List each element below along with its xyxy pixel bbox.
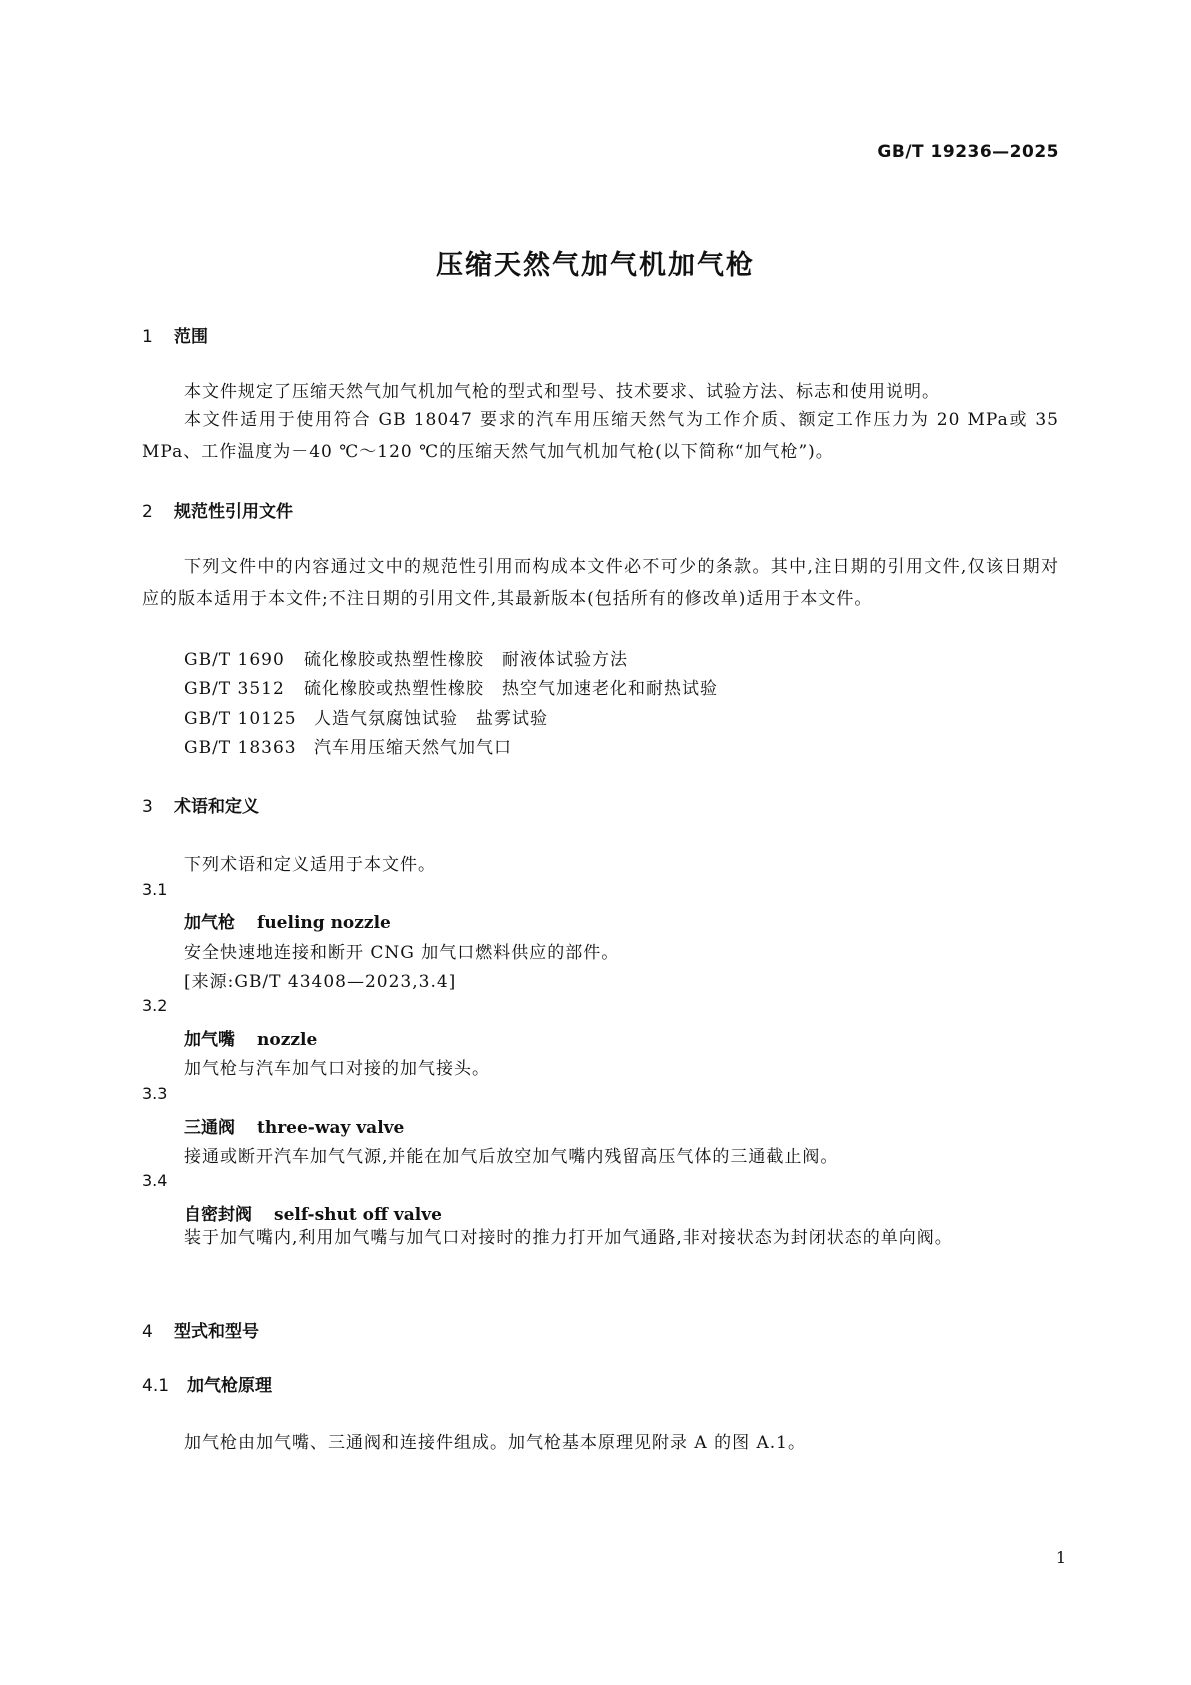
subsection-title: 加气枪原理 xyxy=(187,1376,272,1396)
section-number: 4 xyxy=(142,1322,153,1342)
page-number: 1 xyxy=(1055,1548,1066,1567)
term-definition: 接通或断开汽车加气气源,并能在加气后放空加气嘴内残留高压气体的三通截止阀。 xyxy=(184,1147,839,1167)
reference-item xyxy=(184,674,718,699)
term-definition: 装于加气嘴内,利用加气嘴与加气口对接时的推力打开加气通路,非对接状态为封闭状态的单向阀。 xyxy=(184,1228,953,1248)
term-en: three-way valve xyxy=(257,1118,405,1138)
document-title: 压缩天然气加气机加气枪 xyxy=(436,250,755,281)
reference-title: 硫化橡胶或热塑性橡胶 耐液体试验方法 xyxy=(304,650,628,670)
term xyxy=(184,1113,404,1138)
section-title: 型式和型号 xyxy=(174,1322,259,1342)
clause-number: 3.4 xyxy=(142,1171,168,1190)
term-definition: 安全快速地连接和断开 CNG 加气口燃料供应的部件。 xyxy=(184,943,620,963)
section-3-heading xyxy=(142,792,259,817)
term-definition: 加气枪与汽车加气口对接的加气接头。 xyxy=(184,1059,490,1079)
reference-title: 汽车用压缩天然气加气口 xyxy=(314,738,512,758)
clause-number: 3.3 xyxy=(142,1084,168,1103)
paragraph: 加气枪由加气嘴、三通阀和连接件组成。加气枪基本原理见附录 A 的图 A.1。 xyxy=(184,1433,806,1453)
reference-code: GB/T 18363 xyxy=(184,738,297,758)
reference-title: 人造气氛腐蚀试验 盐雾试验 xyxy=(314,709,548,729)
reference-code: GB/T 1690 xyxy=(184,650,285,670)
term-en: nozzle xyxy=(257,1030,318,1050)
standard-code: GB/T 19236—2025 xyxy=(877,142,1059,162)
term-source: [来源:GB/T 43408—2023,3.4] xyxy=(184,972,457,992)
term xyxy=(184,1025,317,1050)
section-title: 范围 xyxy=(174,327,208,347)
section-title: 术语和定义 xyxy=(174,797,259,817)
section-number: 3 xyxy=(142,797,153,817)
section-2-heading xyxy=(142,497,293,522)
section-4-heading xyxy=(142,1317,259,1342)
paragraph: 下列文件中的内容通过文中的规范性引用而构成本文件必不可少的条款。其中,注日期的引用文件,仅该日期对应的版本适用于本文件;不注日期的引用文件,其最新版本(包括所有的修改单)适用于本文件。 xyxy=(142,557,1059,609)
reference-code: GB/T 3512 xyxy=(184,679,285,699)
reference-item xyxy=(184,733,512,758)
term-zh: 加气嘴 xyxy=(184,1030,235,1050)
reference-code: GB/T 10125 xyxy=(184,709,297,729)
reference-item xyxy=(184,704,548,729)
section-title: 规范性引用文件 xyxy=(174,502,293,522)
term-zh: 三通阀 xyxy=(184,1118,235,1138)
section-intro: 下列术语和定义适用于本文件。 xyxy=(184,855,436,875)
term-en: fueling nozzle xyxy=(257,913,391,933)
term-zh: 自密封阀 xyxy=(184,1205,252,1225)
section-number: 2 xyxy=(142,502,153,522)
reference-item xyxy=(184,645,628,670)
term-en: self-shut off valve xyxy=(274,1205,442,1225)
subsection-number: 4.1 xyxy=(142,1376,170,1396)
section-number: 1 xyxy=(142,327,153,347)
paragraph: 本文件适用于使用符合 GB 18047 要求的汽车用压缩天然气为工作介质、额定工作压力为 20 MPa或 35 MPa、工作温度为－40 ℃～120 ℃的压缩天然气加气机加气枪(以下简称“加气枪”)。 xyxy=(142,410,1059,462)
section-1-heading xyxy=(142,322,208,347)
term-zh: 加气枪 xyxy=(184,913,235,933)
term xyxy=(184,908,391,933)
clause-number: 3.1 xyxy=(142,880,168,899)
clause-number: 3.2 xyxy=(142,996,168,1015)
reference-title: 硫化橡胶或热塑性橡胶 热空气加速老化和耐热试验 xyxy=(304,679,718,699)
subsection-4-1-heading xyxy=(142,1371,272,1396)
paragraph: 本文件规定了压缩天然气加气机加气枪的型式和型号、技术要求、试验方法、标志和使用说明。 xyxy=(184,382,940,402)
